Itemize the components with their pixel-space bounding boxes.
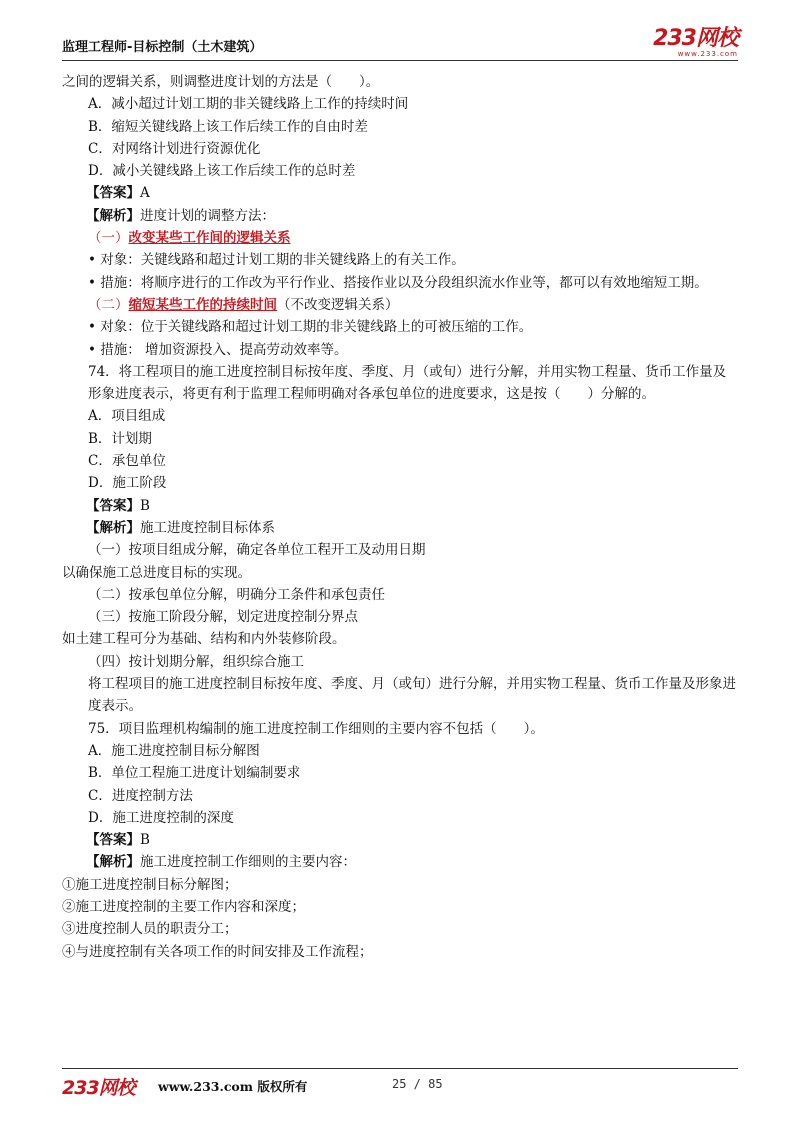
- text-line: [62, 718, 738, 740]
- text-line: [62, 249, 738, 271]
- text-line: [62, 227, 738, 249]
- text-line: [62, 606, 738, 628]
- text-segment: 以确保施工总进度目标的实现。: [62, 564, 251, 581]
- text-segment: A．项目组成: [88, 408, 166, 425]
- text-segment: 施工进度控制工作细则的主要内容：: [140, 854, 356, 871]
- text-segment: 如土建工程可分为基础、结构和内外装修阶段。: [62, 631, 346, 648]
- text-segment: B．计划期: [88, 430, 152, 447]
- text-line: [62, 851, 738, 873]
- text-segment: A．减小超过计划工期的非关键线路上工作的持续时间: [88, 96, 409, 113]
- text-segment: 将工程项目的施工进度控制目标按年度、季度、月（或旬）进行分解，并用实物工程量、货币工作量及形象进度表示。: [88, 676, 736, 715]
- text-line: [62, 428, 738, 450]
- text-segment: 缩短某些工作的持续时间: [128, 296, 277, 313]
- text-segment: D．施工进度控制的深度: [88, 809, 234, 826]
- logo-text: 233网校: [653, 26, 738, 51]
- text-segment: 施工进度控制目标体系: [140, 519, 275, 536]
- text-segment: • 对象：位于关键线路和超过计划工期的非关键线路上的可被压缩的工作。: [88, 319, 533, 336]
- page-number: 25 / 85: [392, 1077, 443, 1091]
- text-line: [62, 673, 738, 718]
- text-line: [62, 762, 738, 784]
- page-header: [62, 26, 738, 60]
- text-segment: ③进度控制人员的职责分工；: [62, 921, 238, 938]
- text-segment: C．进度控制方法: [88, 787, 193, 804]
- document-body: [62, 71, 738, 963]
- text-segment: B．单位工程施工进度计划编制要求: [88, 765, 301, 782]
- text-segment: （一）: [88, 230, 129, 247]
- text-segment: 改变某些工作间的逻辑关系: [128, 230, 291, 247]
- text-line: [62, 584, 738, 606]
- text-line: [62, 941, 738, 963]
- text-segment: （不改变逻辑关系）: [277, 296, 399, 313]
- page-footer: [62, 1073, 738, 1097]
- text-line: [62, 160, 738, 182]
- text-segment: A: [140, 185, 150, 202]
- text-segment: （四）按计划期分解，组织综合施工: [88, 653, 304, 670]
- text-line: [62, 138, 738, 160]
- text-segment: B: [140, 832, 150, 849]
- copyright-text: www.233.com 版权所有: [158, 1079, 308, 1094]
- text-segment: 【答案】: [86, 497, 140, 514]
- text-segment: 之间的逻辑关系，则调整进度计划的方法是（ ）。: [62, 74, 380, 90]
- text-line: [62, 896, 738, 918]
- footer-logo: 233网校: [62, 1077, 135, 1099]
- text-line: [62, 651, 738, 673]
- text-line: [62, 495, 738, 517]
- text-line: [62, 785, 738, 807]
- text-line: [62, 450, 738, 472]
- text-line: [62, 874, 738, 896]
- header-divider: [62, 60, 738, 61]
- text-segment: 【答案】: [86, 185, 140, 202]
- text-segment: （二）按承包单位分解，明确分工条件和承包责任: [88, 586, 385, 603]
- text-line: [62, 740, 738, 762]
- text-segment: ②施工进度控制的主要工作内容和深度；: [62, 898, 305, 915]
- text-segment: ①施工进度控制目标分解图；: [62, 876, 238, 893]
- text-line: [62, 339, 738, 361]
- text-line: [62, 316, 738, 338]
- text-segment: 进度计划的调整方法：: [140, 207, 275, 224]
- text-segment: （二）: [88, 296, 129, 313]
- footer-divider: [62, 1068, 738, 1069]
- text-line: [62, 361, 738, 406]
- text-line: [62, 562, 738, 584]
- text-segment: （三）按施工阶段分解，划定进度控制分界点: [88, 609, 358, 626]
- text-segment: • 措施： 增加资源投入、提高劳动效率等。: [88, 341, 348, 358]
- text-line: [62, 205, 738, 227]
- text-line: [62, 294, 738, 316]
- text-line: [62, 93, 738, 115]
- text-segment: 75．项目监理机构编制的施工进度控制工作细则的主要内容不包括（ ）。: [88, 720, 544, 737]
- text-segment: B．缩短关键线路上该工作后续工作的自由时差: [88, 118, 368, 135]
- text-segment: ④与进度控制有关各项工作的时间安排及工作流程；: [62, 943, 373, 960]
- logo-url: www.233.com: [677, 50, 738, 58]
- text-segment: （一）按项目组成分解，确定各单位工程开工及动用日期: [88, 542, 426, 559]
- text-line: [62, 182, 738, 204]
- text-segment: C．承包单位: [88, 453, 166, 470]
- text-segment: 【解析】: [86, 519, 140, 536]
- text-line: [62, 405, 738, 427]
- text-segment: D．施工阶段: [88, 475, 167, 492]
- text-line: [62, 272, 738, 294]
- text-segment: B: [140, 497, 150, 514]
- text-line: [62, 116, 738, 138]
- text-segment: • 措施：将顺序进行的工作改为平行作业、搭接作业以及分段组织流水作业等，都可以有效地缩短工期。: [88, 274, 708, 291]
- text-line: [62, 539, 738, 561]
- text-line: [62, 71, 738, 93]
- text-segment: A．施工进度控制目标分解图: [88, 742, 260, 759]
- text-segment: 【答案】: [86, 832, 140, 849]
- text-line: [62, 628, 738, 650]
- text-line: [62, 807, 738, 829]
- text-segment: D．减小关键线路上该工作后续工作的总时差: [88, 163, 356, 180]
- text-segment: 【解析】: [86, 207, 140, 224]
- text-line: [62, 829, 738, 851]
- text-segment: 74．将工程项目的施工进度控制目标按年度、季度、月（或旬）进行分解，并用实物工程量、货币工作量及形象进度表示，将更有利于监理工程师明确对各承包单位的进度要求，这是按（ ）分解的。: [88, 363, 727, 403]
- text-segment: C．对网络计划进行资源优化: [88, 140, 261, 157]
- brand-logo: [653, 28, 738, 58]
- header-title: 监理工程师-目标控制（土木建筑）: [62, 40, 263, 55]
- text-segment: • 对象：关键线路和超过计划工期的非关键线路上的有关工作。: [88, 252, 465, 269]
- text-segment: 【解析】: [86, 854, 140, 871]
- text-line: [62, 918, 738, 940]
- text-line: [62, 472, 738, 494]
- text-line: [62, 517, 738, 539]
